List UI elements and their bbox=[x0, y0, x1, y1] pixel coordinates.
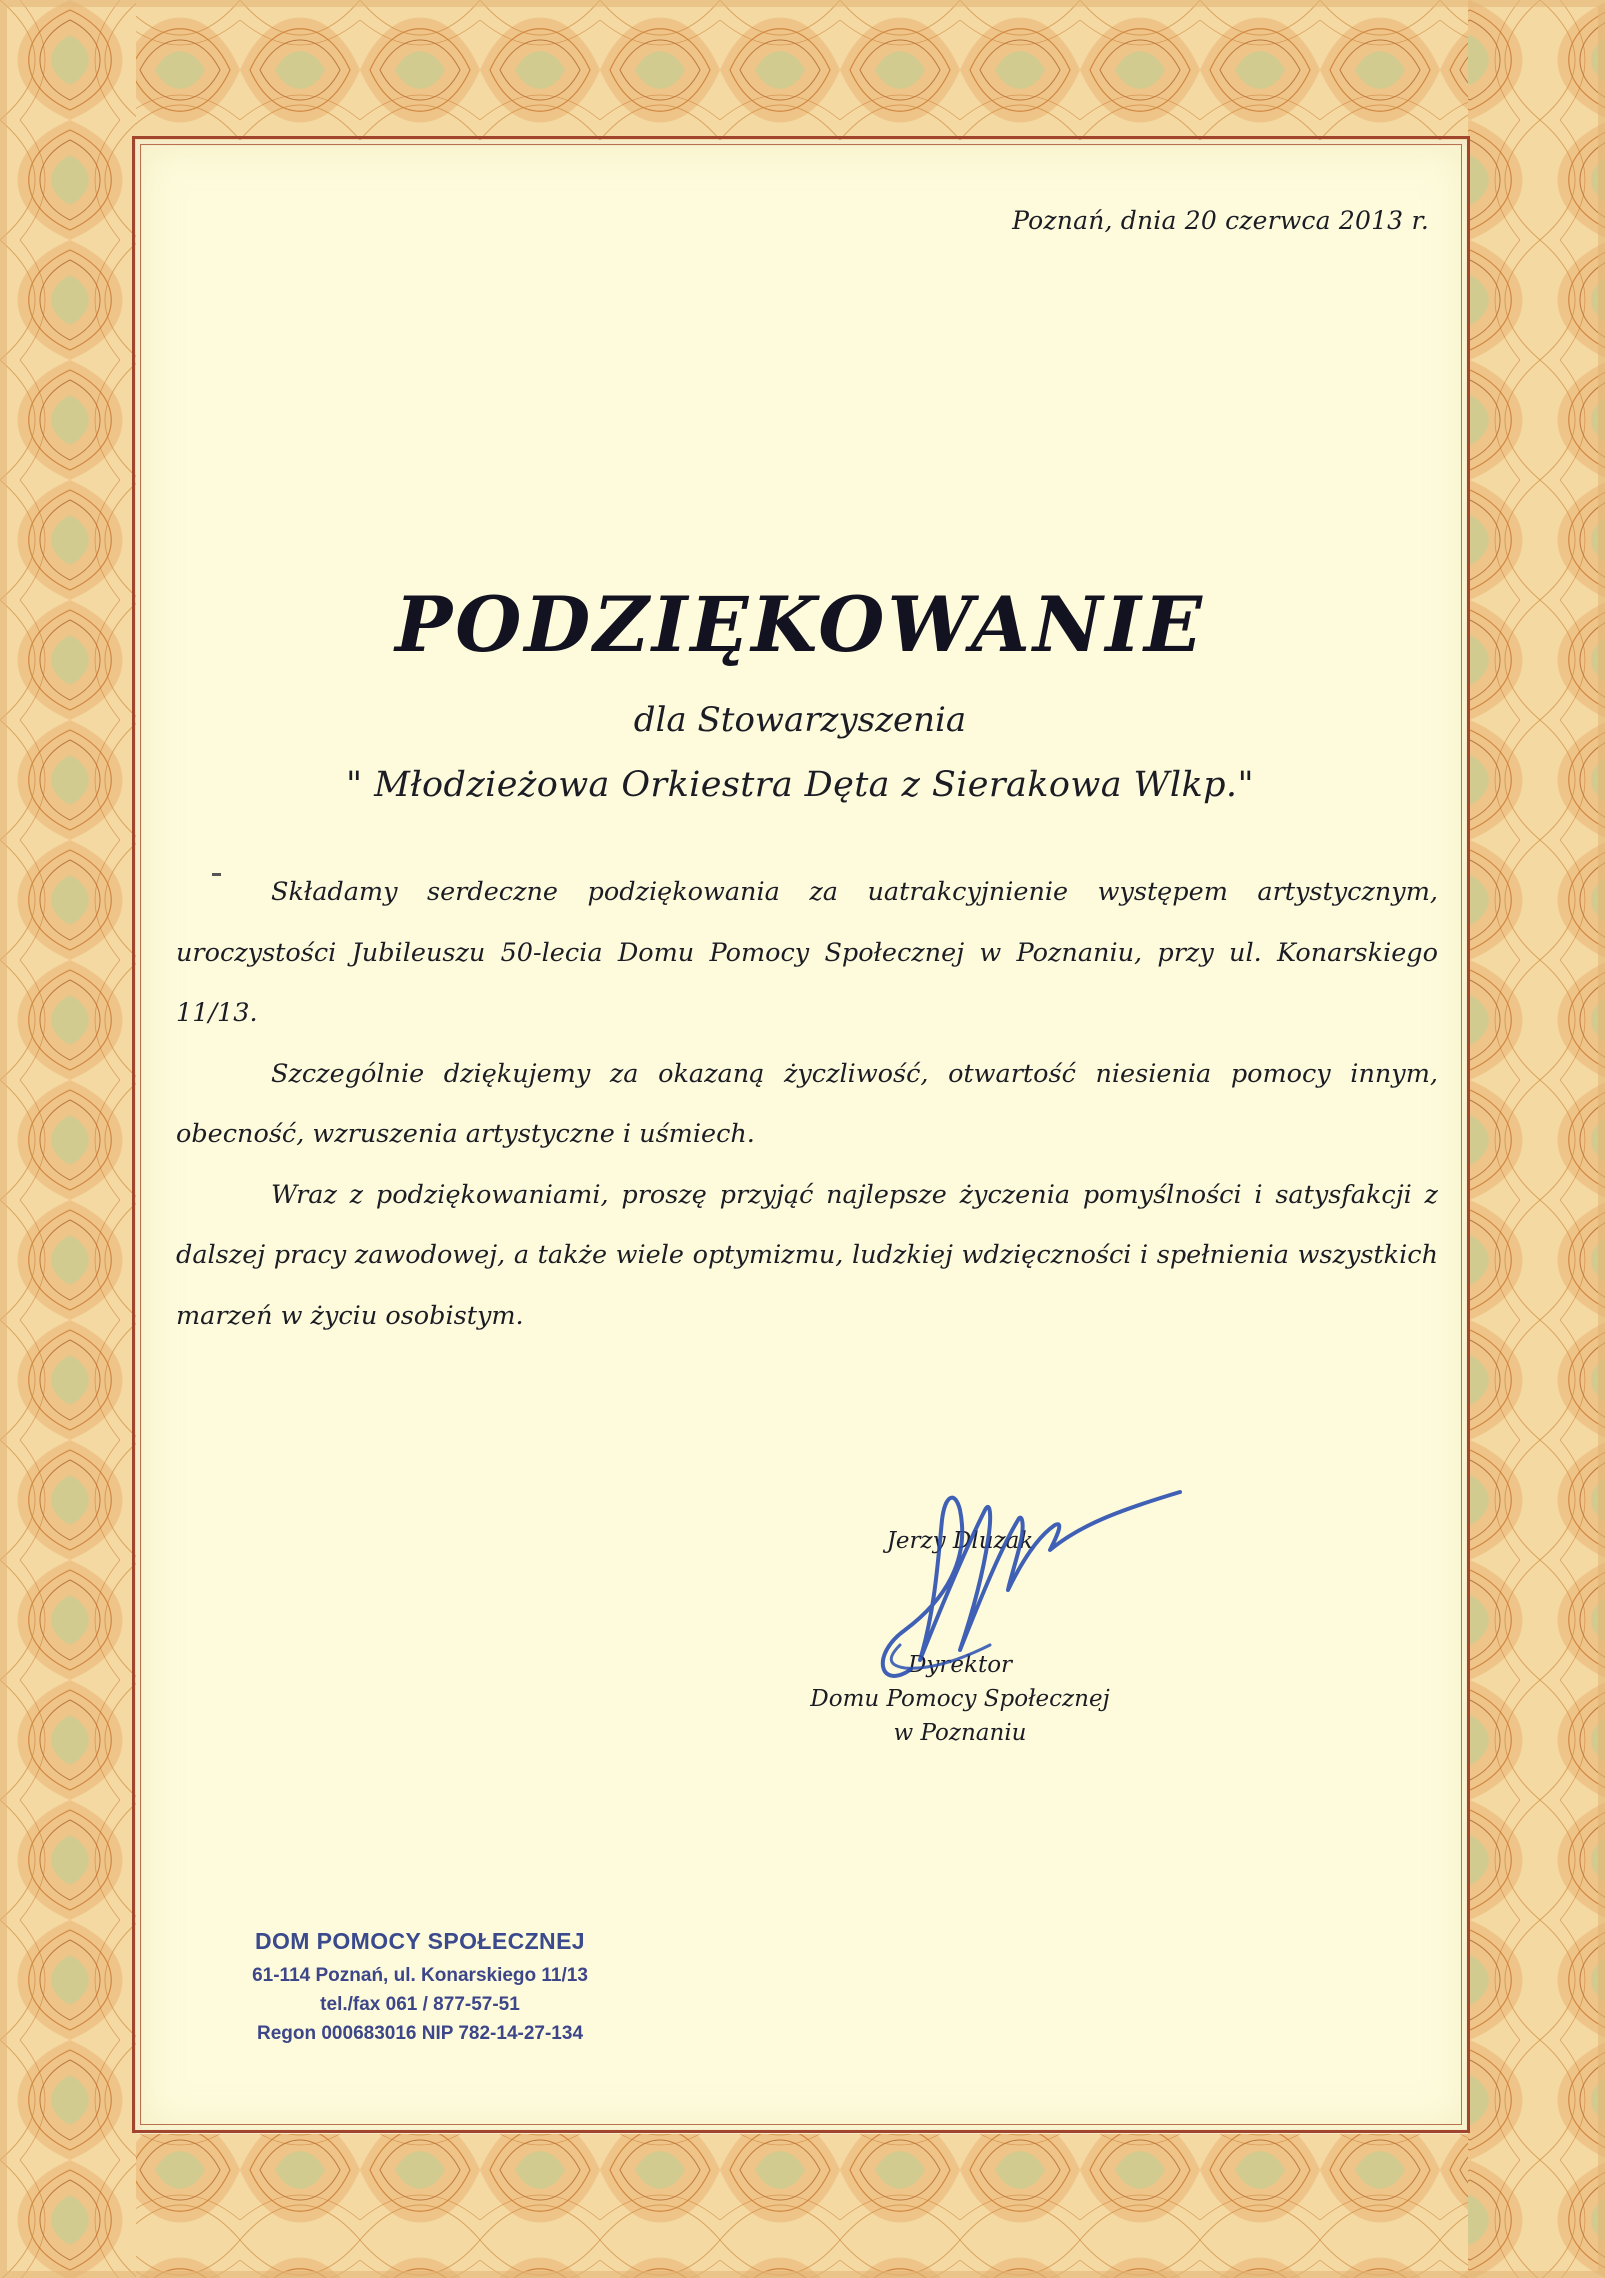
signatory-name: Jerzy Dluzak bbox=[886, 1528, 1034, 1554]
recipient-line-1: dla Stowarzyszenia bbox=[633, 700, 967, 740]
stamp-name: DOM POMOCY SPOŁECZNEJ bbox=[254, 1928, 586, 1954]
stamp-registration: Regon 000683016 NIP 782-14-27-134 bbox=[256, 2023, 584, 2044]
signatory-title-line-2: Domu Pomocy Społecznej bbox=[810, 1686, 1110, 1712]
paragraph-2: Szczególnie dziękujemy za okazaną życzliwość, otwartość niesienia pomocy innym, obecność, wzruszenia artystyczne i uśmiech. bbox=[176, 1058, 1438, 1149]
document-date: Poznań, dnia 20 czerwca 2013 r. bbox=[1012, 206, 1429, 235]
paragraph-3: Wraz z podziękowaniami, proszę przyjąć najlepsze życzenia pomyślności i satysfakcji z dalszej pracy zawodowej, a także wiele optymizmu, ludzkiej wdzięczności i spełnienia wszystkich marzeń w życiu osobistym. bbox=[176, 1179, 1438, 1331]
handwritten-signature bbox=[850, 1440, 1210, 1700]
recipient-line-2: " Młodzieżowa Orkiestra Dęta z Sierakowa Wlkp." bbox=[346, 765, 1254, 805]
stamp-phone: tel./fax 061 / 877-57-51 bbox=[320, 1994, 520, 2015]
paragraph-1: Składamy serdeczne podziękowania za uatrakcyjnienie występem artystycznym, uroczystości Jubileuszu 50-lecia Domu Pomocy Społecznej w Poznaniu, przy ul. Konarskiego 11/13. bbox=[176, 877, 1438, 1028]
document-title: PODZIĘKOWANIE bbox=[395, 580, 1205, 669]
institution-stamp bbox=[220, 1928, 620, 2048]
document-body bbox=[176, 862, 1438, 1346]
signatory-title-line-3: w Poznaniu bbox=[893, 1720, 1027, 1746]
stamp-address: 61-114 Poznań, ul. Konarskiego 11/13 bbox=[252, 1965, 588, 1986]
signatory-title-line-1: Dyrektor bbox=[907, 1652, 1013, 1678]
